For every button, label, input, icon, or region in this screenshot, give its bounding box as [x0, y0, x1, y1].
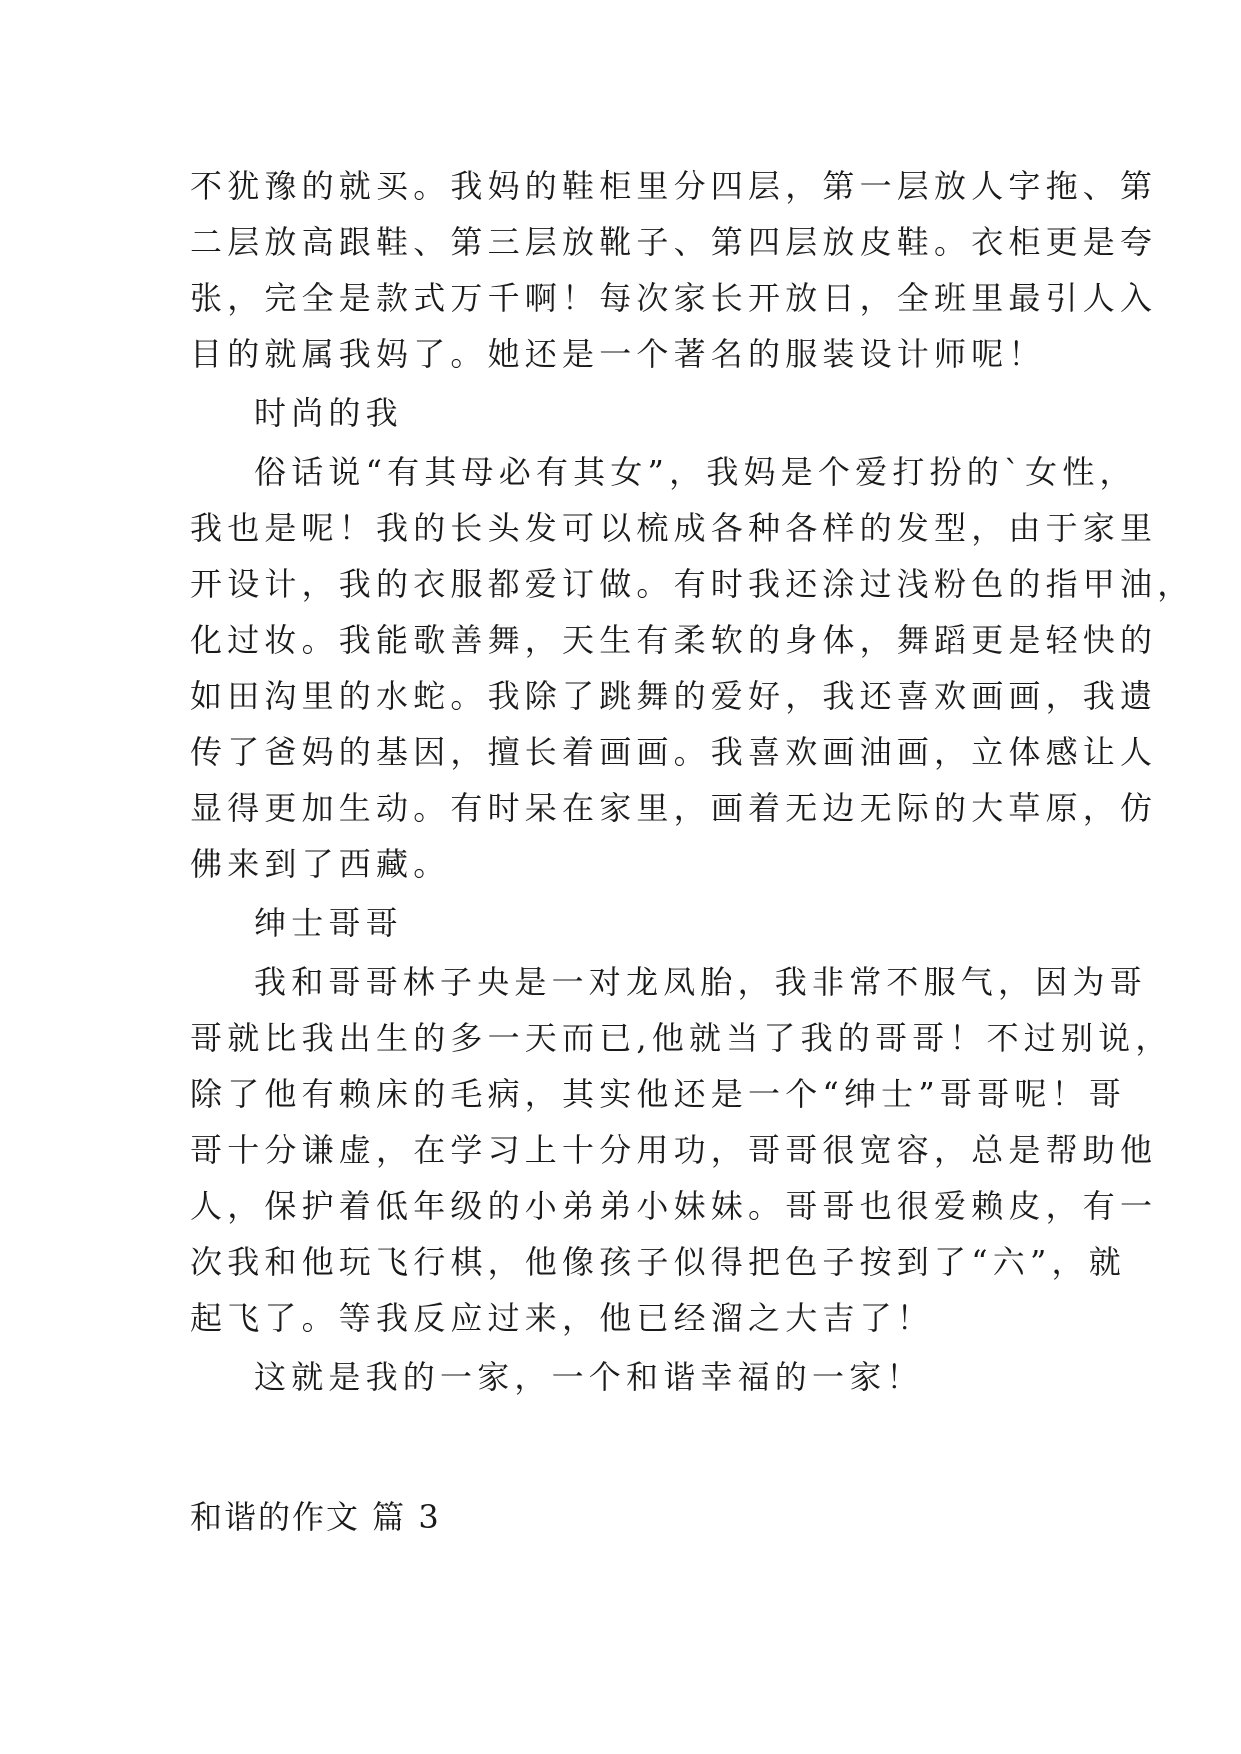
paragraph-line: 次我和他玩飞行棋，他像孩子似得把色子按到了“六”，就	[190, 1243, 1126, 1281]
paragraph-line: 传了爸妈的基因，擅长着画画。我喜欢画油画，立体感让人	[190, 733, 1158, 771]
paragraph-line: 除了他有赖床的毛病，其实他还是一个“绅士”哥哥呢！哥	[190, 1075, 1126, 1113]
essay-title: 和谐的作文 篇 3	[190, 1498, 441, 1536]
paragraph-line: 开设计，我的衣服都爱订做。有时我还涂过浅粉色的指甲油，	[190, 565, 1195, 603]
paragraph-line: 我和哥哥林子央是一对龙凤胎，我非常不服气，因为哥	[254, 963, 1147, 1001]
paragraph-line: 佛来到了西藏。	[190, 845, 451, 883]
section-heading-gentleman-brother: 绅士哥哥	[254, 904, 403, 942]
paragraph-line: 俗话说“有其母必有其女”，我妈是个爱打扮的`女性，	[254, 453, 1137, 491]
paragraph-line: 哥十分谦虚，在学习上十分用功，哥哥很宽容，总是帮助他	[190, 1131, 1158, 1169]
paragraph-line: 人，保护着低年级的小弟弟小妹妹。哥哥也很爱赖皮，有一	[190, 1187, 1158, 1225]
paragraph-line: 显得更加生动。有时呆在家里，画着无边无际的大草原，仿	[190, 789, 1158, 827]
paragraph-line: 这就是我的一家，一个和谐幸福的一家！	[254, 1358, 924, 1396]
paragraph-line: 我也是呢！我的长头发可以梳成各种各样的发型，由于家里	[190, 509, 1158, 547]
paragraph-line: 二层放高跟鞋、第三层放靴子、第四层放皮鞋。衣柜更是夸	[190, 223, 1158, 261]
paragraph-line: 目的就属我妈了。她还是一个著名的服装设计师呢！	[190, 335, 1046, 373]
paragraph-line: 如田沟里的水蛇。我除了跳舞的爱好，我还喜欢画画，我遗	[190, 677, 1158, 715]
paragraph-line: 不犹豫的就买。我妈的鞋柜里分四层，第一层放人字拖、第	[190, 167, 1158, 205]
paragraph-line: 起飞了。等我反应过来，他已经溜之大吉了！	[190, 1299, 935, 1337]
paragraph-line: 化过妆。我能歌善舞，天生有柔软的身体，舞蹈更是轻快的	[190, 621, 1158, 659]
section-heading-fashionable-me: 时尚的我	[254, 394, 403, 432]
paragraph-line: 哥就比我出生的多一天而已,他就当了我的哥哥！不过别说，	[190, 1019, 1173, 1057]
paragraph-line: 张，完全是款式万千啊！每次家长开放日，全班里最引人入	[190, 279, 1158, 317]
